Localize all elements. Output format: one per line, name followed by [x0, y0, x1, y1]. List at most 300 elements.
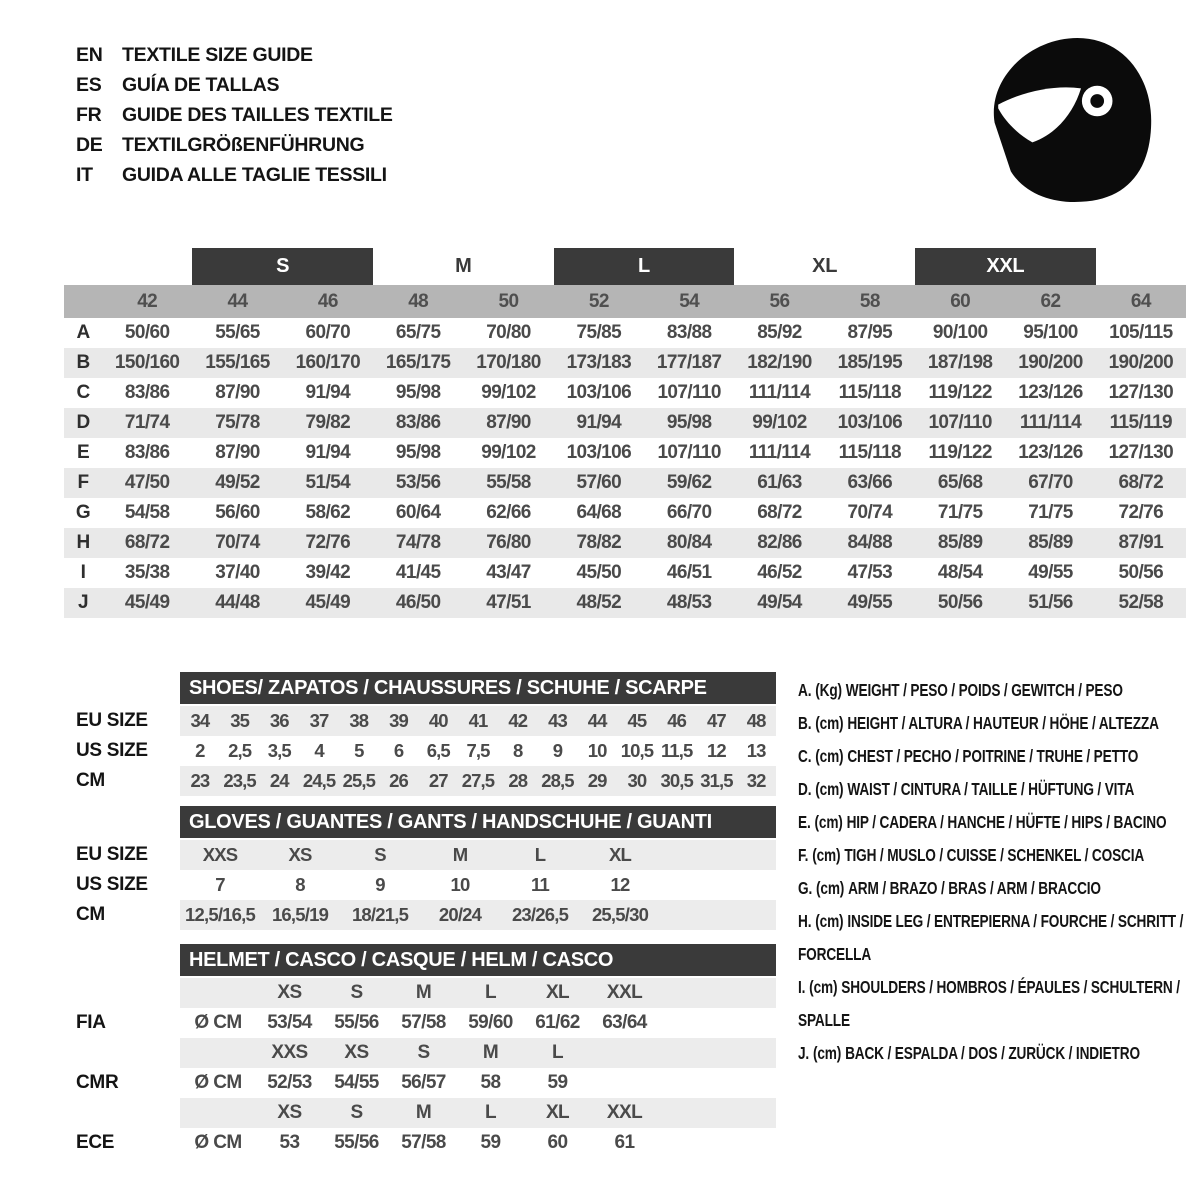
- value-cell: 16,5/19: [271, 904, 329, 925]
- section-row: [64, 1068, 776, 1098]
- measure-cell: 35/38: [124, 562, 170, 583]
- section-row: [64, 840, 776, 870]
- measure-cell: 95/98: [395, 442, 441, 463]
- measure-cell: 127/130: [1108, 382, 1174, 403]
- value-cell: 3,5: [267, 740, 291, 761]
- section-row: [64, 736, 776, 766]
- value-cell: 7,5: [466, 740, 490, 761]
- measure-cell: 58/62: [305, 502, 351, 523]
- measure-cell: 99/102: [481, 382, 536, 403]
- language-title: GUÍA DE TALLAS: [122, 73, 280, 96]
- value-cell: Ø CM: [194, 1072, 242, 1093]
- measure-cell: 115/118: [838, 442, 902, 463]
- legend-unit: (cm): [816, 878, 845, 898]
- measure-cell: 170/180: [476, 352, 541, 373]
- legend-text: INSIDE LEG / ENTREPIERNA / FOURCHE / SCHRITT / FORCELLA: [798, 911, 1184, 964]
- value-cell: 25,5: [342, 770, 375, 791]
- value-cell: 53: [279, 1132, 300, 1153]
- value-cell: 12: [610, 874, 630, 895]
- measure-cell: 78/82: [576, 532, 622, 553]
- measure-cell: 119/122: [928, 382, 992, 403]
- value-cell: 30,5: [660, 770, 693, 791]
- value-cell: 29: [587, 770, 607, 791]
- legend-key: C.: [798, 746, 812, 766]
- legend-item: [798, 839, 1192, 872]
- measure-row-label: D: [76, 412, 90, 433]
- measure-cell: 55/65: [215, 322, 260, 343]
- measure-cell: 87/90: [215, 442, 260, 463]
- shoes-size-table: [64, 672, 776, 796]
- value-cell: 47: [707, 710, 726, 731]
- value-cell: 26: [389, 770, 408, 791]
- measure-cell: 82/86: [757, 532, 802, 553]
- size-group-label: S: [192, 248, 373, 285]
- measure-cell: 68/72: [124, 532, 170, 553]
- legend-text: WAIST / CINTURA / TAILLE / HÜFTUNG / VITA: [847, 779, 1135, 799]
- value-cell: 37: [309, 710, 329, 731]
- measure-cell: 99/102: [481, 442, 536, 463]
- row-label: FIA: [76, 1012, 106, 1033]
- legend-text: ARM / BRAZO / BRAS / ARM / BRACCIO: [848, 878, 1101, 898]
- measure-cell: 190/200: [1018, 352, 1083, 373]
- measure-row-label: B: [76, 352, 90, 373]
- measure-cell: 71/74: [124, 412, 170, 433]
- measure-cell: 47/50: [124, 472, 170, 493]
- size-column-header: 56: [769, 290, 790, 312]
- legend-text: HIP / CADERA / HANCHE / HÜFTE / HIPS / BACINO: [846, 812, 1167, 832]
- value-cell: 61: [614, 1132, 635, 1153]
- measure-cell: 67/70: [1028, 472, 1073, 493]
- measure-row-label: J: [78, 592, 88, 613]
- language-title: GUIDA ALLE TAGLIE TESSILI: [122, 163, 387, 186]
- value-cell: 27,5: [461, 770, 495, 791]
- measure-cell: 48/54: [937, 562, 983, 583]
- value-cell: 57/58: [401, 1012, 446, 1033]
- legend-item: [798, 707, 1192, 740]
- value-cell: 8: [295, 874, 305, 895]
- measure-cell: 72/76: [1118, 502, 1164, 523]
- measurement-row: [64, 378, 1186, 408]
- legend-key: H.: [798, 911, 812, 931]
- measure-cell: 90/100: [932, 322, 988, 343]
- measure-cell: 85/92: [757, 322, 802, 343]
- measurement-row: [64, 528, 1186, 558]
- measure-cell: 50/56: [1118, 562, 1164, 583]
- measure-row-label: A: [76, 322, 90, 343]
- value-cell: 9: [552, 740, 563, 761]
- section-row: [64, 1128, 776, 1158]
- measure-cell: 160/170: [295, 352, 361, 373]
- legend-key: F.: [798, 845, 809, 865]
- value-cell: M: [482, 1042, 499, 1063]
- value-cell: 20/24: [438, 904, 482, 925]
- value-cell: 39: [389, 710, 408, 731]
- language-code: EN: [76, 43, 103, 66]
- measurement-row: [64, 588, 1186, 618]
- measure-cell: 64/68: [576, 502, 622, 523]
- row-values: [180, 870, 776, 900]
- value-cell: 12,5/16,5: [185, 904, 255, 925]
- legend-item: [798, 674, 1192, 707]
- measure-cell: 105/115: [1109, 322, 1173, 343]
- measure-cell: 41/45: [395, 562, 441, 583]
- measure-cell: 95/98: [666, 412, 712, 433]
- measure-row-label: I: [80, 562, 86, 583]
- language-code: FR: [76, 103, 102, 126]
- measure-cell: 49/54: [757, 592, 802, 613]
- row-values: [180, 736, 776, 766]
- value-cell: 35: [230, 710, 249, 731]
- language-row: [76, 70, 393, 100]
- row-values: [180, 1038, 776, 1068]
- measure-cell: 91/94: [305, 442, 351, 463]
- section-row: [64, 766, 776, 796]
- legend-item: [798, 773, 1192, 806]
- legend-unit: (cm): [815, 911, 844, 931]
- size-column-header: 52: [588, 290, 609, 312]
- measure-cell: 61/63: [757, 472, 802, 493]
- value-cell: S: [350, 982, 363, 1003]
- value-cell: XXS: [271, 1042, 308, 1063]
- measurement-row: [64, 408, 1186, 438]
- measure-cell: 51/56: [1028, 592, 1073, 613]
- measure-cell: 70/74: [215, 532, 260, 553]
- measure-cell: 103/106: [566, 442, 632, 463]
- measure-cell: 107/110: [928, 412, 992, 433]
- measure-cell: 45/49: [305, 592, 351, 613]
- measure-cell: 79/82: [305, 412, 351, 433]
- measure-cell: 65/75: [395, 322, 441, 343]
- value-cell: 5: [354, 740, 364, 761]
- row-label: [64, 978, 180, 1008]
- section-title-bar: SHOES/ ZAPATOS / CHAUSSURES / SCHUHE / SCARPE: [180, 672, 776, 704]
- value-cell: 48: [746, 710, 766, 731]
- measure-cell: 54/58: [124, 502, 170, 523]
- measure-cell: 48/53: [666, 592, 712, 613]
- value-cell: 8: [513, 740, 523, 761]
- value-cell: 36: [269, 710, 289, 731]
- language-row: [76, 40, 393, 70]
- value-cell: 9: [375, 874, 385, 895]
- value-cell: 53/54: [267, 1012, 312, 1033]
- measure-cell: 46/52: [757, 562, 802, 583]
- measure-row-label: H: [76, 532, 90, 553]
- section-title-bar: GLOVES / GUANTES / GANTS / HANDSCHUHE / GUANTI: [180, 806, 776, 838]
- measure-cell: 63/66: [847, 472, 893, 493]
- section-row: [64, 1008, 776, 1038]
- measurement-row: [64, 498, 1186, 528]
- measure-cell: 59/62: [666, 472, 712, 493]
- section-row: [64, 1098, 776, 1128]
- measure-cell: 103/106: [566, 382, 632, 403]
- value-cell: 38: [349, 710, 369, 731]
- measurement-row: [64, 438, 1186, 468]
- size-column-header: 48: [408, 290, 429, 312]
- value-cell: 10: [450, 874, 470, 895]
- value-cell: 40: [428, 710, 448, 731]
- measure-cell: 43/47: [486, 562, 531, 583]
- value-cell: 45: [627, 710, 647, 731]
- measure-cell: 91/94: [576, 412, 622, 433]
- legend-text: WEIGHT / PESO / POIDS / GEWITCH / PESO: [845, 680, 1123, 700]
- language-row: [76, 160, 393, 190]
- section-title-row: [64, 806, 776, 840]
- measure-cell: 190/200: [1108, 352, 1174, 373]
- measure-cell: 76/80: [486, 532, 531, 553]
- value-cell: XL: [608, 844, 632, 865]
- measure-cell: 155/165: [205, 352, 270, 373]
- measure-cell: 49/55: [847, 592, 893, 613]
- value-cell: 23/26,5: [511, 904, 569, 925]
- measure-cell: 45/49: [124, 592, 170, 613]
- value-cell: 10,5: [620, 740, 654, 761]
- measure-cell: 85/89: [1028, 532, 1073, 553]
- legend-text: CHEST / PECHO / POITRINE / TRUHE / PETTO: [847, 746, 1139, 766]
- value-cell: 13: [746, 740, 766, 761]
- row-values: [180, 900, 776, 930]
- measure-cell: 48/52: [576, 592, 622, 613]
- row-label: [64, 1038, 180, 1068]
- measure-cell: 123/126: [1018, 382, 1083, 403]
- value-cell: M: [415, 1102, 432, 1123]
- measure-cell: 47/51: [486, 592, 531, 613]
- measure-cell: 47/53: [847, 562, 893, 583]
- section-row: [64, 706, 776, 736]
- measurement-row: [64, 348, 1186, 378]
- legend-unit: (cm): [812, 1043, 842, 1063]
- measure-cell: 84/88: [847, 532, 893, 553]
- value-cell: L: [484, 982, 496, 1003]
- legend-text: SHOULDERS / HOMBROS / ÉPAULES / SCHULTERN / SPALLE: [798, 977, 1180, 1030]
- measurement-legend: [798, 674, 1192, 1070]
- measure-cell: 87/95: [847, 322, 893, 343]
- legend-key: I.: [798, 977, 806, 997]
- legend-item: [798, 905, 1192, 971]
- section-row: [64, 1038, 776, 1068]
- measure-cell: 60/70: [305, 322, 351, 343]
- measure-cell: 37/40: [215, 562, 260, 583]
- legend-item: [798, 740, 1192, 773]
- measure-cell: 45/50: [576, 562, 622, 583]
- measure-cell: 50/60: [124, 322, 170, 343]
- measure-cell: 66/70: [666, 502, 712, 523]
- measure-cell: 50/56: [937, 592, 983, 613]
- measure-cell: 91/94: [305, 382, 351, 403]
- measure-cell: 49/52: [215, 472, 260, 493]
- value-cell: 23,5: [223, 770, 256, 791]
- value-cell: 43: [548, 710, 567, 731]
- measure-cell: 56/60: [215, 502, 260, 523]
- measure-cell: 185/195: [837, 352, 903, 373]
- legend-key: D.: [798, 779, 812, 799]
- size-column-header: 44: [227, 290, 248, 312]
- value-cell: 41: [468, 710, 488, 731]
- legend-unit: (cm): [809, 977, 838, 997]
- measure-cell: 123/126: [1018, 442, 1083, 463]
- measure-cell: 44/48: [215, 592, 260, 613]
- legend-key: B.: [798, 713, 812, 733]
- gloves-size-table: [64, 806, 776, 930]
- legend-unit: (cm): [814, 812, 843, 832]
- value-cell: 25,5/30: [591, 904, 649, 925]
- value-cell: XXL: [606, 982, 643, 1003]
- measure-cell: 70/80: [486, 322, 531, 343]
- measure-cell: 71/75: [937, 502, 983, 523]
- value-cell: 23: [190, 770, 210, 791]
- size-column-header: 54: [679, 290, 700, 312]
- legend-unit: (cm): [815, 713, 844, 733]
- value-cell: 54/55: [334, 1072, 379, 1093]
- value-cell: 60: [547, 1132, 568, 1153]
- value-cell: L: [534, 844, 546, 865]
- legend-text: BACK / ESPALDA / DOS / ZURÜCK / INDIETRO: [845, 1043, 1140, 1063]
- size-column-header: 42: [137, 290, 158, 312]
- measure-cell: 87/90: [486, 412, 531, 433]
- legend-item: [798, 971, 1192, 1037]
- value-cell: 32: [746, 770, 766, 791]
- measurement-row: [64, 318, 1186, 348]
- value-cell: 44: [587, 710, 607, 731]
- language-code: DE: [76, 133, 103, 156]
- value-cell: 10: [587, 740, 607, 761]
- legend-text: TIGH / MUSLO / CUISSE / SCHENKEL / COSCIA: [844, 845, 1145, 865]
- value-cell: 30: [627, 770, 647, 791]
- measure-cell: 65/68: [937, 472, 983, 493]
- measure-cell: 111/114: [748, 442, 811, 463]
- measure-cell: 127/130: [1108, 442, 1174, 463]
- value-cell: 57/58: [401, 1132, 446, 1153]
- language-row: [76, 100, 393, 130]
- value-cell: 63/64: [602, 1012, 647, 1033]
- language-title-list: [76, 40, 393, 190]
- measure-cell: 46/50: [395, 592, 441, 613]
- size-column-header: 46: [317, 290, 338, 312]
- row-label: EU SIZE: [76, 844, 148, 865]
- measure-cell: 75/85: [576, 322, 622, 343]
- legend-unit: (cm): [815, 779, 844, 799]
- measure-cell: 87/91: [1118, 532, 1164, 553]
- value-cell: 55/56: [334, 1012, 379, 1033]
- measure-cell: 71/75: [1028, 502, 1073, 523]
- value-cell: M: [452, 844, 468, 865]
- value-cell: 46: [667, 710, 687, 731]
- measure-cell: 111/114: [1019, 412, 1082, 433]
- measure-cell: 95/100: [1023, 322, 1078, 343]
- measure-cell: 53/56: [395, 472, 441, 493]
- size-column-header: 50: [498, 290, 519, 312]
- row-values: [180, 1068, 776, 1098]
- section-label-spacer: [64, 806, 180, 840]
- measure-cell: 83/88: [666, 322, 712, 343]
- measure-cell: 107/110: [657, 442, 721, 463]
- value-cell: 61/62: [535, 1012, 580, 1033]
- measure-cell: 87/90: [215, 382, 260, 403]
- measure-cell: 187/198: [927, 352, 993, 373]
- legend-key: A.: [798, 680, 812, 700]
- value-cell: XS: [344, 1042, 369, 1063]
- measure-cell: 68/72: [1118, 472, 1164, 493]
- value-cell: XS: [277, 982, 302, 1003]
- value-cell: 11: [531, 874, 549, 895]
- measure-cell: 107/110: [657, 382, 721, 403]
- measure-cell: 55/58: [486, 472, 531, 493]
- size-number-row: [64, 285, 1186, 318]
- measurement-row: [64, 468, 1186, 498]
- textile-size-table: [64, 248, 1186, 618]
- measure-cell: 111/114: [748, 382, 811, 403]
- measure-cell: 57/60: [576, 472, 622, 493]
- measure-cell: 70/74: [847, 502, 893, 523]
- measure-cell: 115/119: [1109, 412, 1173, 433]
- value-cell: 18/21,5: [351, 904, 409, 925]
- value-cell: 59: [480, 1132, 501, 1153]
- measure-cell: 62/66: [486, 502, 531, 523]
- size-group-label: L: [554, 248, 735, 285]
- measure-cell: 173/183: [566, 352, 632, 373]
- size-group-label: XL: [812, 255, 838, 277]
- language-code: IT: [76, 163, 93, 186]
- racing-helmet-icon: [982, 28, 1162, 210]
- measure-cell: 150/160: [114, 352, 180, 373]
- value-cell: 27: [428, 770, 448, 791]
- value-cell: XXL: [606, 1102, 643, 1123]
- measure-cell: 52/58: [1118, 592, 1164, 613]
- row-values: [180, 1008, 776, 1038]
- value-cell: 55/56: [334, 1132, 379, 1153]
- measure-cell: 60/64: [395, 502, 441, 523]
- size-group-label: M: [455, 255, 472, 277]
- value-cell: Ø CM: [194, 1012, 242, 1033]
- section-row: [64, 900, 776, 930]
- measure-cell: 49/55: [1028, 562, 1073, 583]
- value-cell: M: [415, 982, 432, 1003]
- measure-row-label: C: [76, 382, 90, 403]
- size-group-label: XXL: [915, 248, 1096, 285]
- value-cell: 24,5: [302, 770, 336, 791]
- value-cell: 52/53: [267, 1072, 312, 1093]
- measure-row-label: E: [76, 442, 90, 463]
- value-cell: 6,5: [426, 740, 450, 761]
- section-label-spacer: [64, 672, 180, 706]
- measure-cell: 83/86: [124, 382, 170, 403]
- value-cell: 7: [215, 874, 225, 895]
- legend-item: [798, 1037, 1192, 1070]
- value-cell: S: [374, 844, 386, 865]
- row-label: CM: [76, 904, 105, 925]
- value-cell: XS: [288, 844, 312, 865]
- value-cell: 24: [269, 770, 289, 791]
- measure-cell: 115/118: [838, 382, 902, 403]
- section-label-spacer: [64, 944, 180, 978]
- legend-item: [798, 872, 1192, 905]
- value-cell: S: [417, 1042, 430, 1063]
- value-cell: 11,5: [660, 740, 693, 761]
- value-cell: XS: [277, 1102, 302, 1123]
- value-cell: XXS: [202, 844, 238, 865]
- legend-unit: (Kg): [815, 680, 842, 700]
- value-cell: 31,5: [700, 770, 733, 791]
- legend-unit: (cm): [812, 845, 841, 865]
- row-label: EU SIZE: [76, 710, 148, 731]
- value-cell: S: [350, 1102, 363, 1123]
- section-title-bar: HELMET / CASCO / CASQUE / HELM / CASCO: [180, 944, 776, 976]
- row-label: CM: [76, 770, 105, 791]
- size-column-header: 58: [859, 290, 880, 312]
- measure-cell: 165/175: [385, 352, 451, 373]
- measure-cell: 85/89: [937, 532, 983, 553]
- section-row: [64, 978, 776, 1008]
- value-cell: 42: [508, 710, 528, 731]
